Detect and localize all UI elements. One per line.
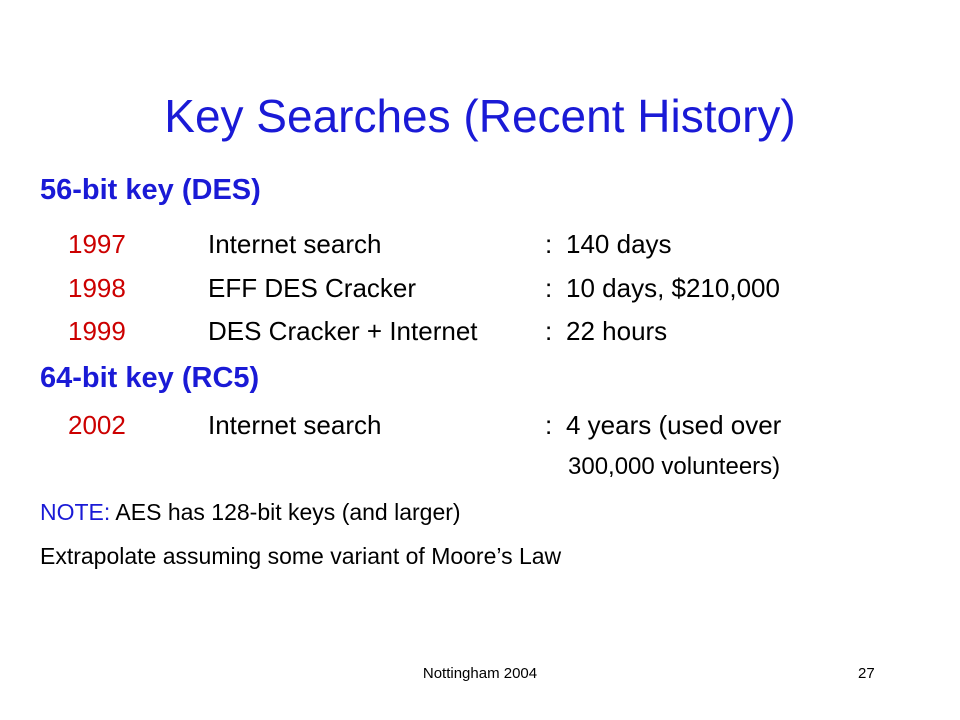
row-year: 2002 bbox=[68, 410, 126, 440]
row-year: 1997 bbox=[68, 229, 126, 259]
row-method: DES Cracker + Internet bbox=[208, 316, 478, 346]
row-result-continued: 300,000 volunteers) bbox=[568, 453, 781, 480]
row-result: 10 days, $210,000 bbox=[566, 273, 780, 303]
row-separator: : bbox=[545, 229, 553, 259]
row-year: 1998 bbox=[68, 273, 126, 303]
note-label: NOTE: bbox=[40, 499, 111, 525]
note-line bbox=[40, 498, 461, 526]
row-result: 140 days bbox=[566, 229, 672, 259]
section-heading-rc5: 64-bit key (RC5) bbox=[40, 362, 260, 394]
extrapolate-line: Extrapolate assuming some variant of Moore’s Law bbox=[40, 543, 562, 569]
row-separator: : bbox=[545, 316, 553, 346]
page-number: 27 bbox=[858, 665, 875, 682]
section-heading-des: 56-bit key (DES) bbox=[40, 174, 261, 206]
row-separator: : bbox=[545, 273, 553, 303]
row-result: 4 years (used over bbox=[566, 410, 782, 440]
row-result: 22 hours bbox=[566, 316, 668, 346]
slide-title: Key Searches (Recent History) bbox=[164, 90, 796, 142]
footer-center: Nottingham 2004 bbox=[422, 665, 538, 682]
row-method: Internet search bbox=[208, 410, 382, 440]
note-text: AES has 128-bit keys (and larger) bbox=[115, 499, 461, 525]
row-year: 1999 bbox=[68, 316, 126, 346]
row-method: EFF DES Cracker bbox=[208, 273, 417, 303]
row-method: Internet search bbox=[208, 229, 382, 259]
row-separator: : bbox=[545, 410, 553, 440]
